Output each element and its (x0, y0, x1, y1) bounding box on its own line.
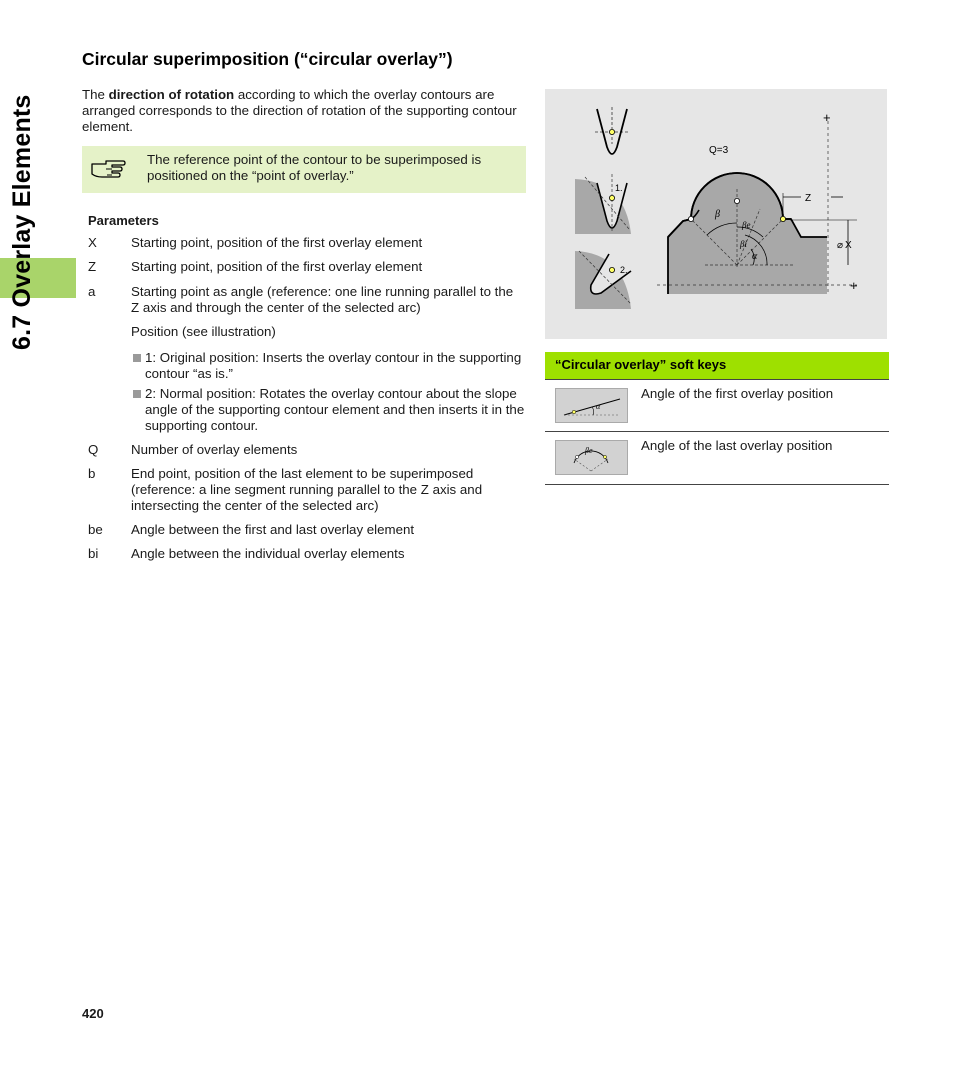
softkey-row-first-angle (545, 379, 889, 431)
softkeys-divider (545, 484, 889, 485)
x-axis-label: X (845, 240, 852, 251)
bullet-square-icon (133, 390, 141, 398)
supporting-contour-diagram (668, 145, 827, 294)
softkey-glyph: α (596, 402, 601, 411)
q-label: Q=3 (709, 145, 729, 156)
param-desc: Starting point as angle (reference: one line running parallel to the Z axis and through the center of the selected arc) (131, 284, 514, 315)
pointing-hand-icon (90, 155, 126, 181)
position-2-diagram (575, 251, 631, 309)
param-desc: Starting point, position of the first overlay element (131, 235, 423, 250)
param-a-position-label: Position (see illustration) (131, 324, 276, 339)
param-key: Q (88, 442, 99, 457)
bullet-square-icon (133, 354, 141, 362)
param-key: b (88, 466, 96, 481)
intro-bold: direction of rotation (108, 87, 235, 102)
param-desc: Angle between the individual overlay elements (131, 546, 405, 561)
param-desc: Angle between the first and last overlay element (131, 522, 415, 537)
beta-e-label: βe (742, 220, 751, 230)
softkey-row-last-angle (545, 431, 889, 484)
param-desc: End point, position of the last element to be superimposed (reference: a line segment running parallel to the Z axis and intersecting the center of the selected arc) (131, 466, 483, 513)
parameters-title: Parameters (88, 213, 159, 228)
first-overlay-angle-softkey[interactable] (555, 388, 628, 423)
overlay-contour-shape (595, 107, 629, 154)
last-overlay-angle-icon (556, 441, 627, 474)
param-key: Z (88, 259, 97, 274)
section-heading: Circular superimposition (“circular overlay”) (82, 49, 453, 69)
position-1-diagram (575, 174, 631, 234)
page-number: 420 (82, 1006, 104, 1021)
softkeys-header (545, 352, 889, 379)
intro-pre: The (82, 87, 109, 102)
param-key: be (88, 522, 103, 537)
plus-marker: + (823, 110, 831, 125)
option-text: 1: Original position: Inserts the overlay contour in the supporting contour “as is.” (145, 350, 522, 381)
intro-paragraph (82, 87, 527, 135)
position-1-label: 1. (615, 183, 623, 193)
param-key: a (88, 284, 96, 299)
softkey-label: Angle of the last overlay position (641, 438, 833, 453)
alpha-label: α (752, 251, 758, 262)
chapter-title-vertical: 6.7 Overlay Elements (8, 94, 36, 350)
beta-label: β (715, 209, 720, 220)
plus-marker: + (850, 278, 858, 293)
option-text: 2: Normal position: Rotates the overlay contour about the slope angle of the supporting contour element and then inserts it in the supporting contour. (145, 386, 525, 433)
param-key: X (88, 235, 97, 250)
softkey-label: Angle of the first overlay position (641, 386, 834, 401)
circular-overlay-illustration (545, 89, 887, 339)
beta-i-label: βi (740, 239, 747, 249)
param-desc: Number of overlay elements (131, 442, 298, 457)
param-desc: Starting point, position of the first overlay element (131, 259, 423, 274)
z-axis-label: Z (805, 193, 812, 204)
note-text: The reference point of the contour to be superimposed is positioned on the “point of overlay.” (147, 152, 482, 183)
param-key: bi (88, 546, 99, 561)
last-overlay-angle-softkey[interactable] (555, 440, 628, 475)
softkey-glyph: βe (585, 446, 593, 455)
intro-post: according to which the overlay contours are arranged corresponds to the direction of rotation of the supporting contour element. (82, 87, 517, 134)
diameter-symbol: ⌀ (837, 240, 844, 251)
note-box (82, 146, 526, 193)
first-overlay-angle-icon (556, 389, 627, 422)
softkeys-header-text: “Circular overlay” soft keys (555, 357, 727, 372)
position-2-label: 2. (620, 265, 628, 275)
